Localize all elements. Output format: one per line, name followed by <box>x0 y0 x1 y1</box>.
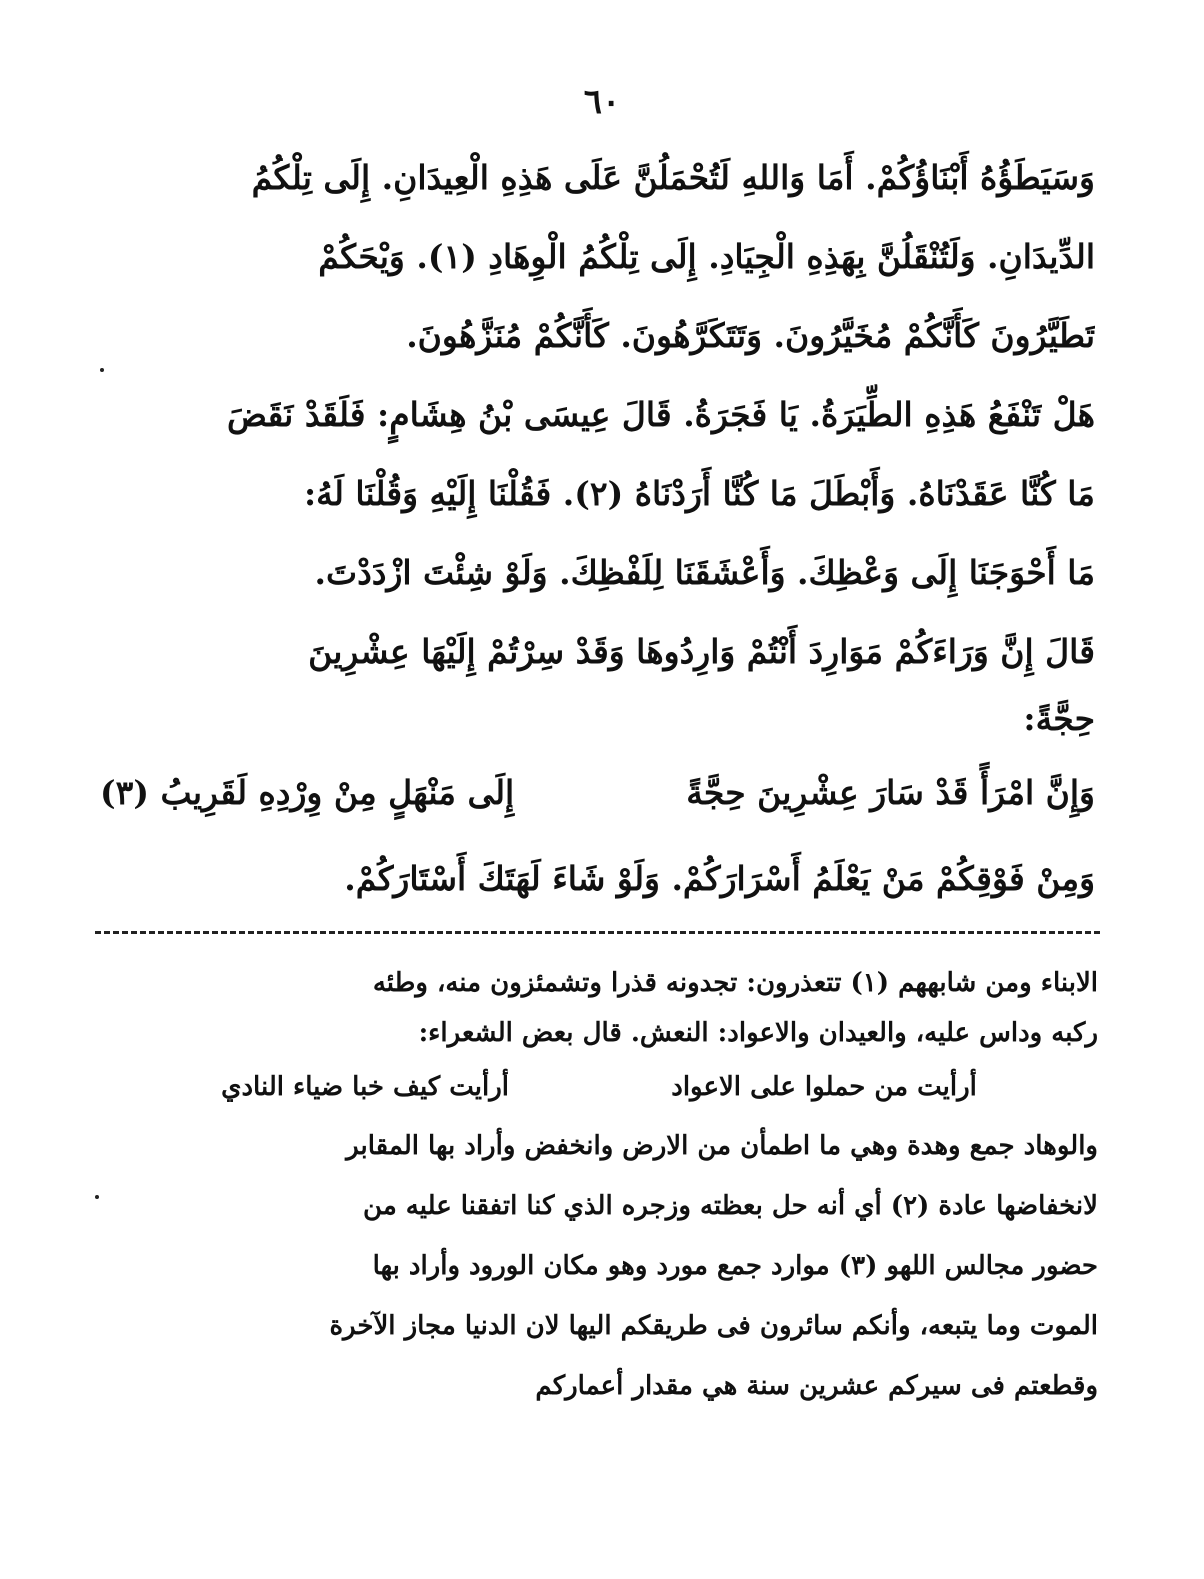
main-text <box>100 138 1095 918</box>
footnote-verse-second: أرأيت كيف خبا ضياء النادي <box>221 1072 509 1102</box>
verse-second-hemistich: إِلَى مَنْهَلٍ مِنْ وِرْدِهِ لَقَرِيبُ (٣) <box>100 773 515 812</box>
footnote-line: الابناء ومن شابههم (١) تتعذرون: تجدونه قذرا وتشمئزون منه، وطئه <box>372 968 1098 998</box>
main-text-line: وَسَيَطَؤُهُ أَبْنَاؤُكُمْ. أَمَا وَاللهِ لَتُحْمَلُنَّ عَلَى هَذِهِ الْعِيدَانِ. إِلَى تِلْكُمُ <box>251 158 1095 197</box>
main-text-line: مَا كُنَّا عَقَدْنَاهُ. وَأَبْطَلَ مَا كُنَّا أَرَدْنَاهُ (٢). فَقُلْنَا إِلَيْهِ وَقُلْنَا لَهُ: <box>303 474 1095 513</box>
main-text-line: الدِّيدَانِ. وَلَتُنْقَلُنَّ بِهَذِهِ الْجِيَادِ. إِلَى تِلْكُمُ الْوِهَادِ (١). وَيْحَكُمْ <box>318 237 1095 276</box>
main-text-line: هَلْ تَنْفَعُ هَذِهِ الطِّيَرَةُ. يَا فَجَرَةُ. قَالَ عِيسَى بْنُ هِشَامٍ: فَلَقَدْ نَقَضَ <box>227 395 1095 434</box>
footnote-line: وقطعتم فى سيركم عشرين سنة هي مقدار أعماركم <box>535 1371 1098 1401</box>
main-text-line: قَالَ إِنَّ وَرَاءَكُمْ مَوَارِدَ أَنْتُمْ وَارِدُوهَا وَقَدْ سِرْتُمْ إِلَيْهَا عِشْرِينَ <box>308 632 1095 671</box>
scan-speck <box>95 1195 99 1199</box>
footnote-separator <box>95 931 1100 934</box>
closing-line: وَمِنْ فَوْقِكُمْ مَنْ يَعْلَمُ أَسْرَارَكُمْ. وَلَوْ شَاءَ لَهَتَكَ أَسْتَارَكُمْ. <box>344 859 1095 898</box>
footnote-verse <box>100 1058 1098 1116</box>
footnote-verse-first: أرأيت من حملوا على الاعواد <box>671 1072 977 1102</box>
main-text-line: حِجَّةً: <box>1023 699 1095 738</box>
footnotes <box>100 958 1098 1416</box>
main-text-line: تَطَيَّرُونَ كَأَنَّكُمْ مُخَيَّرُونَ. وَتَتَكَرَّهُونَ. كَأَنَّكُمْ مُنَزَّهُونَ. <box>406 316 1095 355</box>
footnote-line: ركبه وداس عليه، والعيدان والاعواد: النعش. قال بعض الشعراء: <box>418 1018 1098 1048</box>
footnote-line: لانخفاضها عادة (٢) أي أنه حل بعظته وزجره الذي كنا اتفقنا عليه من <box>363 1191 1098 1221</box>
verse-first-hemistich: وَإِنَّ امْرَأً قَدْ سَارَ عِشْرِينَ حِجَّةً <box>686 773 1095 812</box>
main-text-line: مَا أَحْوَجَنَا إِلَى وَعْظِكَ. وَأَعْشَقَنَا لِلَفْظِكَ. وَلَوْ شِئْتَ ازْدَدْتَ. <box>314 553 1095 592</box>
page-number: ٦٠ <box>583 82 621 122</box>
footnote-line: والوهاد جمع وهدة وهي ما اطمأن من الارض وانخفض وأراد بها المقابر <box>346 1131 1098 1161</box>
scan-speck <box>100 368 104 372</box>
verse-line <box>100 747 1095 839</box>
footnote-line: حضور مجالس اللهو (٣) موارد جمع مورد وهو مكان الورود وأراد بها <box>372 1251 1098 1281</box>
footnote-line: الموت وما يتبعه، وأنكم سائرون فى طريقكم اليها لان الدنيا مجاز الآخرة <box>329 1311 1098 1341</box>
